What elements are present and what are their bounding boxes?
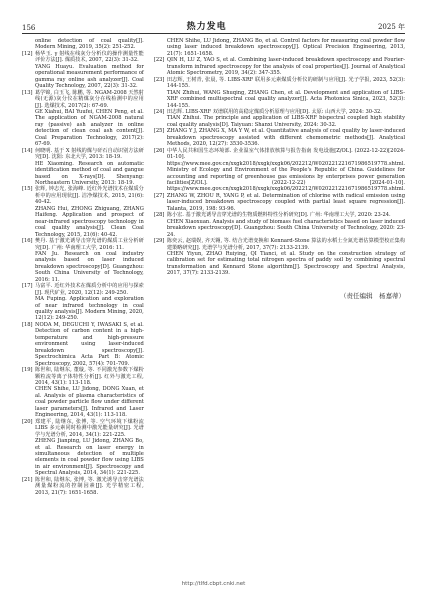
- reference-number: [15]: [22, 186, 33, 193]
- reference-entry: [22, 419, 144, 438]
- reference-number: [18]: [22, 321, 33, 328]
- reference-text: ZHANG Y J, ZHANG X, MA Y W, et al. Quantitative analysis of coal quality by laser-induced breakdown spectroscopy assisted with different chemometric methods[J]. Analytical Methods, 2020, 12(27): 3530-3536.: [166, 128, 405, 148]
- issue-year: 2025 年: [377, 23, 405, 31]
- reference-number: [22]: [153, 57, 165, 64]
- reference-number: [22, 38, 35, 51]
- reference-number: [24]: [153, 108, 165, 115]
- reference-entry: [22, 296, 144, 322]
- reference-text: 马富平. 近红外技术在煤质分析中的应用与探索[J]. 现代矿业, 2020, 12(12): 249-250.: [35, 283, 144, 296]
- reference-entry: [154, 90, 405, 109]
- reference-number: [14]: [22, 147, 33, 154]
- reference-entry: [154, 251, 405, 277]
- reference-text: 陈小宏. 基于激光诱导击穿光谱的生物质燃料特性分析研究[D]. 广州: 华南理工大学, 2020: 23-24.: [166, 212, 391, 219]
- reference-number: [22, 251, 35, 283]
- right-column: [154, 38, 405, 565]
- reference-number: [29]: [153, 238, 165, 245]
- reference-text: YANG Huayu. Evaluation method for operational measurement performance of gamma ray online ash analyzer[J]. Coal Quality Technology, 2007, 22(3): 31-32.: [35, 63, 144, 90]
- reference-text: ZHENG Jianping, LU Jidong, ZHANG Bo, et al. Research on laser energy in simultaneous detection of multiple elements in coal powder flow using LIBS in air environment[J]. Spectroscopy and Spectral Analysis, 2014, 34(1): 221-225.: [35, 438, 144, 477]
- reference-entry: [22, 186, 144, 205]
- reference-text: 陈奕云, 赵瑞娱, 齐天翱, 等. 结合光谱变换和 Kennard-Stone 算法的水稻土全氮光谱估算模型校正集构建策略研究[J]. 光谱学与光谱分析, 2017, 37(7): 2133-2139.: [166, 238, 405, 251]
- page-header: [22, 12, 405, 32]
- reference-text: NODA M, DEGUCHI Y, IWASAKI S, et al. Detection of carbon content in a high-temperature and high-pressure environment using laser-induced breakdown spectroscopy[J]. Spectrochimica Acta Part B: Atomic Spectroscopy, 2002, 57(4): 701-709.: [35, 321, 144, 367]
- reference-number: [154, 38, 167, 57]
- reference-entry: [22, 109, 144, 148]
- reference-number: [22, 296, 35, 322]
- page-number: 156: [22, 24, 36, 32]
- reference-text: ZHANG Hui, ZHONG Zhiguang, ZHANG Haifeng. Application and prospect of near-infrared spectroscopy technology in coal quality analysis[J]. Clean Coal Technology, 2015, 21(6): 40-42.: [35, 205, 144, 238]
- reference-text: TIAN Zhihui, WANG Shuqing, ZHANG Chen, et al. Development and application of LIBS-XRF combined multispectral coal quality analyzer[J]. Acta Photonica Sinica, 2023, 52(3): 144-155.: [166, 89, 405, 109]
- reference-text: QIN H, LU Z, YAO S, et al. Combining laser-induced breakdown spectroscopy and Fourier-transform infrared spectroscopy for the analysis of coal properties[J]. Journal of Analytical Atomic Spectrometry, 2019, 34(2): 347-355.: [166, 57, 405, 77]
- reference-number: [22, 161, 35, 187]
- reference-entry: [22, 51, 144, 64]
- reference-entry: [22, 283, 144, 296]
- reference-number: [25]: [153, 128, 165, 135]
- footer-url[interactable]: http://tlfd.cbpt.cnki.net: [181, 581, 246, 587]
- reference-text: 中华人民共和国生态环境部. 企业温室气体排放核算与报告指南 发电设施[Z/OL]. (2022-12-22)[2024-01-10]. https://www.mee.gov.cn/xxgk2018/xxgk/xxgk06/202212/W020221221671986519778.shtml.: [166, 147, 406, 167]
- reference-entry: [154, 115, 405, 128]
- reference-entry: [22, 64, 144, 90]
- references-columns: [22, 38, 405, 565]
- reference-entry: [154, 77, 405, 90]
- responsible-editor: （责任编辑 杨嘉蒂）: [340, 291, 405, 300]
- reference-entry: [154, 238, 405, 251]
- reference-entry: [154, 167, 405, 193]
- reference-text: online detection of coal quality[J]. Modern Mining, 2019, 35(2): 251-252.: [35, 38, 144, 51]
- reference-text: 葛学锦, 白玉飞, 陈鹏, 等. NGAM-2008 天然射线(无源)灰分仪在精煤灰分在线检测中的应用[J]. 选煤技术, 2017(2): 67-69.: [35, 89, 144, 109]
- reference-entry: [154, 193, 405, 212]
- reference-number: [28]: [153, 212, 165, 219]
- reference-entry: [154, 128, 405, 147]
- reference-text: CHEN Shihe, LU Jidong, DONG Xuan, et al. Analysis of plasma characteristics of coal powder particle flow under different laser parameters[J]. Infrared and Laser Engineering, 2014, 43(1): 113-118.: [35, 386, 144, 419]
- reference-number: [154, 115, 167, 128]
- reference-number: [154, 219, 167, 238]
- right-references: [154, 38, 405, 277]
- reference-text: FAN Ju. Research on coal industry analysis based on laser induced breakdown spectroscopy[D]. Guangzhou: South China University of Technology, 2016: 11.: [35, 250, 144, 283]
- reference-number: [22, 206, 35, 238]
- reference-text: 田志辉, 王树青, 张晨, 等. LIBS-XRF 联用多元素煤质分析仪的研制与应用[J]. 光子学报, 2023, 52(3): 144-155.: [166, 76, 405, 90]
- reference-text: 张辉, 钟志光, 张海峰. 近红外光谱技术在煤质分析中的应用现状[J]. 洁净煤技术, 2015, 21(6): 40-42.: [35, 186, 144, 206]
- reference-entry: [22, 161, 144, 187]
- reference-number: [12]: [22, 50, 33, 57]
- reference-entry: [22, 148, 144, 161]
- reference-text: CHEN Yiyun, ZHAO Ruiying, QI Tianci, et al. Study on the construction strategy of calibration set for estimating total nitrogen spectra of paddy soil by combining spectral transformation and Kennard Stone algorithm[J]. Spectroscopy and Spectral Analysis, 2017, 37(7): 2133-2139.: [166, 250, 405, 277]
- reference-entry: [154, 219, 405, 238]
- reference-entry: [154, 57, 405, 76]
- reference-text: CHEN Xiaoxuan. Analysis and study of biomass fuel characteristics based on laser induced breakdown spectroscopy[D]. Guangzhou: South China University of Technology, 2020: 23-24.: [166, 218, 405, 238]
- reference-text: 田志辉. LIBS-XRF 双谱联用的高稳定煤质分析原理与应用[D]. 太原: 山西大学, 2024: 30-32.: [166, 108, 382, 115]
- reference-text: 陈世和, 陆继东, 董璇, 等. 不同激光参数下煤粉颗粒流等离子体特性分析[J]. 红外与激光工程, 2014, 43(1): 113-118.: [35, 367, 144, 387]
- reference-number: [16]: [22, 238, 33, 245]
- reference-number: [154, 167, 167, 193]
- journal-title: 热力发电: [186, 22, 227, 32]
- reference-text: 郑建平, 陆继东, 张博, 等. 空气环境下煤粉流 LIBS 多元素同时检测中激光能量研究[J]. 光谱学与光谱分析, 2014, 34(1): 221-225.: [35, 418, 144, 438]
- reference-text: Ministry of Ecology and Environment of the People's Republic of China. Guidelines for accounting and reporting of greenhouse gas emissions by enterprises power generation facilities[Z/OL]. (2022-12-22) [2024-01-10]. https://www.mee.gov.cn/xxgk2018/xxgk/xxgk06/202212/W020221221671986519778.shtml.: [166, 167, 406, 193]
- reference-text: 何晓明. 基于 X 射线的煤与矸石自动识别方法研究[D]. 沈阳: 东北大学, 2013: 18-19.: [35, 147, 144, 161]
- reference-entry: [22, 386, 144, 418]
- reference-text: GE Xiahui, BAI Yuufei, CHEN Peng, et al. The application of NGAM-2008 natural ray (passive) ash analyzer in online detection of clean coal ash content[J]. Coal Preparation Technology, 2017(2): 67-69.: [35, 108, 144, 148]
- reference-number: [23]: [153, 76, 165, 83]
- left-column: [22, 38, 144, 565]
- reference-number: [154, 90, 167, 109]
- reference-entry: [22, 438, 144, 477]
- reference-number: [21]: [22, 476, 33, 483]
- reference-entry: [154, 148, 405, 167]
- reference-entry: [22, 251, 144, 283]
- reference-entry: [22, 322, 144, 367]
- reference-text: 樊丹. 基于激光诱导击穿光谱的煤质工业分析研究[D]. 广州: 华南理工大学, 2016: 11.: [35, 238, 144, 251]
- reference-number: [154, 251, 167, 277]
- reference-entry: [22, 38, 144, 51]
- reference-number: [20]: [22, 418, 33, 425]
- reference-number: [17]: [22, 283, 33, 290]
- reference-number: [22, 109, 35, 148]
- reference-number: [22, 64, 35, 90]
- reference-text: CHEN Shihe, LU Jidong, ZHANG Bo, et al. Control factors for measuring coal powder flow using laser induced breakdown spectroscopy[J]. Optical Precision Engineering, 2013, 21(7): 1651-1658.: [166, 38, 405, 57]
- reference-number: [19]: [22, 367, 33, 374]
- reference-number: [22, 386, 35, 418]
- reference-entry: [22, 477, 144, 496]
- reference-number: [26]: [153, 147, 165, 154]
- reference-text: MA Fuping. Application and exploration of near infrared technology in coal quality analysis[J]. Modern Mining, 2020, 12(12): 249-250.: [35, 296, 144, 322]
- reference-entry: [154, 38, 405, 57]
- reference-number: [13]: [22, 89, 33, 96]
- reference-entry: [22, 367, 144, 386]
- reference-text: 陈世和, 陆继东, 张博, 等. 激光诱导击穿光谱法测量煤粉流的控制因素[J]. 光学精密工程, 2013, 21(7): 1651-1658.: [35, 476, 144, 496]
- reference-number: [22, 438, 35, 477]
- reference-number: [27]: [153, 192, 165, 199]
- reference-text: TIAN Zhihui. The principle and application of LIBS-XRF bispectral coupled high stability coal quality analysis[D]. Taiyuan: Shanxi University, 2024: 30-32.: [166, 115, 405, 128]
- reference-text: ZHANG W, ZHOU R, YANG P, et al. Determination of chlorine with radical emission using laser-induced breakdown spectroscopy coupled with partial least square regression[J]. Talanta, 2019, 198: 93-96.: [166, 192, 405, 212]
- reference-entry: [22, 206, 144, 238]
- header-rule: [22, 33, 405, 34]
- reference-entry: [22, 238, 144, 251]
- reference-text: 杨华玉. γ 射线在线灰分分析仪的操作测量性能评价方法[J]. 煤质技术, 2007, 22(3): 31-32.: [35, 50, 144, 64]
- reference-entry: [22, 90, 144, 109]
- reference-text: HE Xiaoming. Research on automatic identification method of coal and gangue based on X-rays[D]. Shenyang: Northeastern University, 2013: 18-19.: [35, 160, 144, 186]
